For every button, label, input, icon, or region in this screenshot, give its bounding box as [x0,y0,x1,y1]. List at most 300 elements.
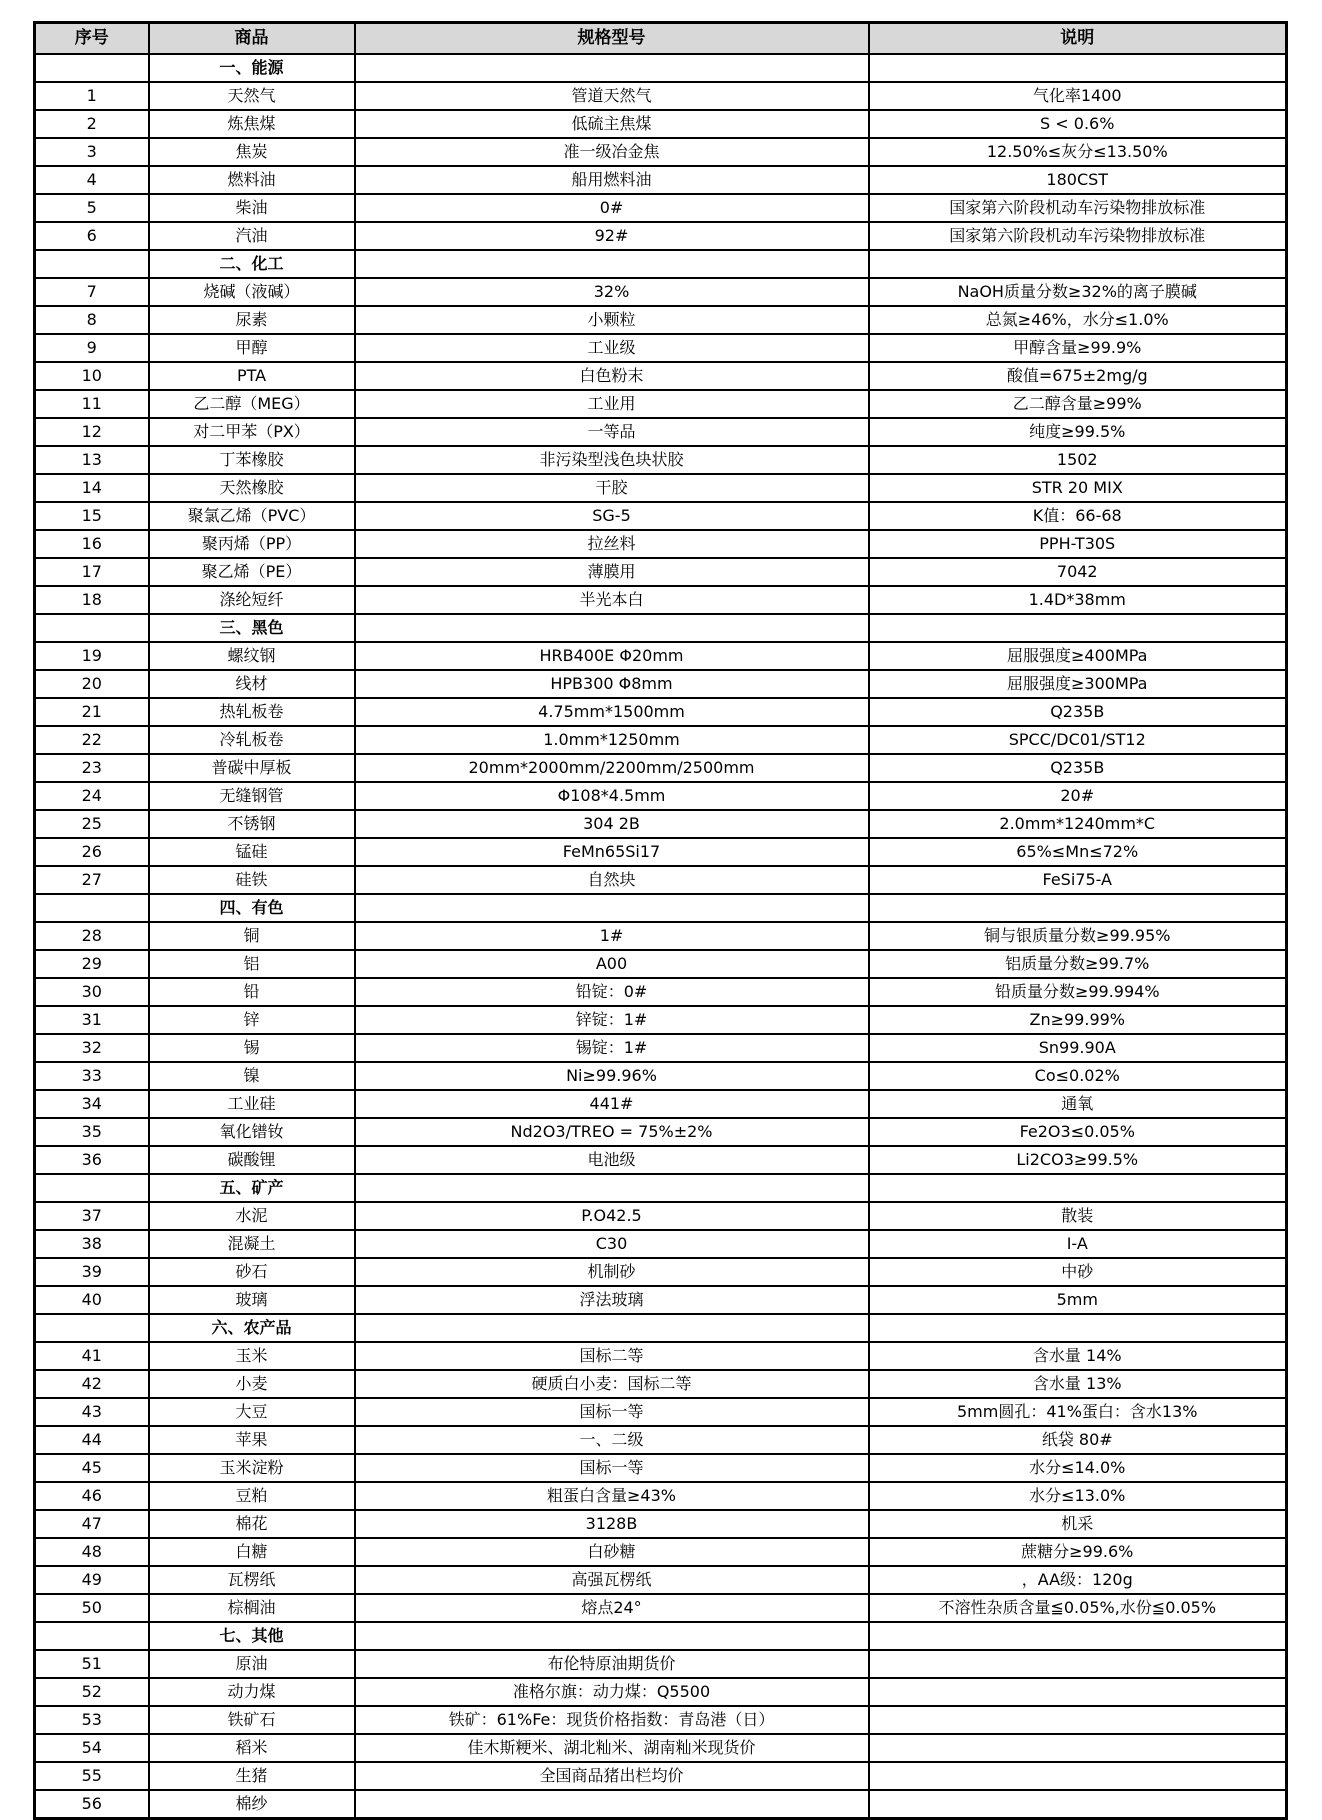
spec-cell: Ni≥99.96% [355,1062,869,1090]
commodity-cell: 冷轧板卷 [149,726,355,754]
section-no-cell [35,1174,149,1202]
section-spec-cell [355,894,869,922]
desc-cell: 1.4D*38mm [869,586,1287,614]
table-row [35,306,1287,334]
row-number-cell: 22 [35,726,149,754]
table-row [35,1678,1287,1706]
desc-cell: 屈服强度≥300MPa [869,670,1287,698]
desc-cell: Q235B [869,754,1287,782]
table-row [35,1706,1287,1734]
column-header-spec: 规格型号 [355,23,869,55]
desc-cell: 20# [869,782,1287,810]
commodity-cell: 动力煤 [149,1678,355,1706]
commodity-cell: 烧碱（液碱） [149,278,355,306]
row-number-cell: 51 [35,1650,149,1678]
table-row [35,1118,1287,1146]
table-row [35,1510,1287,1538]
section-no-cell [35,614,149,642]
commodity-cell: 螺纹钢 [149,642,355,670]
table-row [35,110,1287,138]
section-spec-cell [355,614,869,642]
row-number-cell: 53 [35,1706,149,1734]
spec-cell: 92# [355,222,869,250]
desc-cell: STR 20 MIX [869,474,1287,502]
desc-cell: 总氮≥46%，水分≤1.0% [869,306,1287,334]
spec-cell: 32% [355,278,869,306]
table-row [35,810,1287,838]
table-row [35,1286,1287,1314]
spec-cell: 小颗粒 [355,306,869,334]
desc-cell: 水分≤13.0% [869,1482,1287,1510]
table-row [35,586,1287,614]
row-number-cell: 52 [35,1678,149,1706]
desc-cell [869,1706,1287,1734]
desc-cell: 含水量 13% [869,1370,1287,1398]
desc-cell: K值：66-68 [869,502,1287,530]
spec-cell: 锌锭：1# [355,1006,869,1034]
desc-cell: Co≤0.02% [869,1062,1287,1090]
row-number-cell: 26 [35,838,149,866]
spec-cell: 一、二级 [355,1426,869,1454]
table-row [35,782,1287,810]
desc-cell: 12.50%≤灰分≤13.50% [869,138,1287,166]
commodity-cell: 聚乙烯（PE） [149,558,355,586]
row-number-cell: 34 [35,1090,149,1118]
row-number-cell: 42 [35,1370,149,1398]
desc-cell: 乙二醇含量≥99% [869,390,1287,418]
spec-cell: 一等品 [355,418,869,446]
spec-cell: 薄膜用 [355,558,869,586]
commodity-cell: 聚氯乙烯（PVC） [149,502,355,530]
row-number-cell: 43 [35,1398,149,1426]
commodity-cell: 白糖 [149,1538,355,1566]
row-number-cell: 24 [35,782,149,810]
spec-cell: 铁矿：61%Fe：现货价格指数：青岛港（日） [355,1706,869,1734]
table-row [35,1090,1287,1118]
desc-cell [869,1790,1287,1819]
row-number-cell: 45 [35,1454,149,1482]
section-row [35,614,1287,642]
spec-cell: Nd2O3/TREO = 75%±2% [355,1118,869,1146]
spec-cell: 工业用 [355,390,869,418]
spec-cell: 粗蛋白含量≥43% [355,1482,869,1510]
commodity-cell: 不锈钢 [149,810,355,838]
section-desc-cell [869,1314,1287,1342]
table-row [35,1762,1287,1790]
spec-cell: C30 [355,1230,869,1258]
desc-cell: 180CST [869,166,1287,194]
row-number-cell: 25 [35,810,149,838]
desc-cell: 纯度≥99.5% [869,418,1287,446]
spec-cell: SG-5 [355,502,869,530]
spec-cell: 白砂糖 [355,1538,869,1566]
desc-cell: I-A [869,1230,1287,1258]
commodity-cell: 水泥 [149,1202,355,1230]
row-number-cell: 3 [35,138,149,166]
row-number-cell: 23 [35,754,149,782]
desc-cell: S < 0.6% [869,110,1287,138]
spec-cell: 国标一等 [355,1398,869,1426]
table-row [35,418,1287,446]
commodity-cell: 苹果 [149,1426,355,1454]
table-row [35,1258,1287,1286]
row-number-cell: 40 [35,1286,149,1314]
spec-cell: 白色粉末 [355,362,869,390]
commodity-cell: 炼焦煤 [149,110,355,138]
desc-cell: 散装 [869,1202,1287,1230]
spec-cell: A00 [355,950,869,978]
desc-cell: 铜与银质量分数≥99.95% [869,922,1287,950]
table-row [35,1482,1287,1510]
commodity-cell: 对二甲苯（PX） [149,418,355,446]
commodity-cell: 聚丙烯（PP） [149,530,355,558]
spec-cell: 304 2B [355,810,869,838]
desc-cell: 65%≤Mn≤72% [869,838,1287,866]
spec-cell: 准一级冶金焦 [355,138,869,166]
table-row [35,138,1287,166]
commodity-cell: 铅 [149,978,355,1006]
section-row [35,1622,1287,1650]
row-number-cell: 54 [35,1734,149,1762]
row-number-cell: 38 [35,1230,149,1258]
column-header-no: 序号 [35,23,149,55]
commodity-cell: 锌 [149,1006,355,1034]
desc-cell: Li2CO3≥99.5% [869,1146,1287,1174]
spec-cell: HRB400E Φ20mm [355,642,869,670]
desc-cell [869,1678,1287,1706]
table-row [35,838,1287,866]
row-number-cell: 36 [35,1146,149,1174]
commodity-cell: 大豆 [149,1398,355,1426]
section-desc-cell [869,54,1287,82]
desc-cell [869,1734,1287,1762]
spec-cell: FeMn65Si17 [355,838,869,866]
desc-cell: 国家第六阶段机动车污染物排放标准 [869,222,1287,250]
commodity-cell: 热轧板卷 [149,698,355,726]
row-number-cell: 27 [35,866,149,894]
table-row [35,390,1287,418]
header-row [35,23,1287,55]
row-number-cell: 48 [35,1538,149,1566]
row-number-cell: 7 [35,278,149,306]
row-number-cell: 47 [35,1510,149,1538]
table-row [35,1454,1287,1482]
row-number-cell: 10 [35,362,149,390]
spec-cell [355,1790,869,1819]
commodity-cell: 铁矿石 [149,1706,355,1734]
section-no-cell [35,894,149,922]
desc-cell: Fe2O3≤0.05% [869,1118,1287,1146]
row-number-cell: 31 [35,1006,149,1034]
spec-cell: 20mm*2000mm/2200mm/2500mm [355,754,869,782]
column-header-name: 商品 [149,23,355,55]
commodity-cell: 棕榈油 [149,1594,355,1622]
spec-cell: 工业级 [355,334,869,362]
commodity-cell: 普碳中厚板 [149,754,355,782]
section-no-cell [35,1622,149,1650]
spec-cell: 非污染型浅色块状胶 [355,446,869,474]
row-number-cell: 46 [35,1482,149,1510]
table-row [35,1538,1287,1566]
commodity-cell: 玉米淀粉 [149,1454,355,1482]
row-number-cell: 1 [35,82,149,110]
desc-cell: 含水量 14% [869,1342,1287,1370]
spec-cell: 全国商品猪出栏均价 [355,1762,869,1790]
desc-cell [869,1650,1287,1678]
desc-cell: 蔗糖分≥99.6% [869,1538,1287,1566]
spec-cell: 准格尔旗：动力煤：Q5500 [355,1678,869,1706]
desc-cell: 纸袋 80# [869,1426,1287,1454]
table-row [35,278,1287,306]
desc-cell: NaOH质量分数≥32%的离子膜碱 [869,278,1287,306]
section-title: 三、黑色 [149,614,355,642]
spec-cell: 拉丝料 [355,530,869,558]
table-row [35,950,1287,978]
section-row [35,1174,1287,1202]
row-number-cell: 19 [35,642,149,670]
table-row [35,1650,1287,1678]
row-number-cell: 16 [35,530,149,558]
table-row [35,446,1287,474]
section-no-cell [35,250,149,278]
commodity-table [33,21,1288,1820]
commodity-cell: 工业硅 [149,1090,355,1118]
table-row [35,558,1287,586]
row-number-cell: 14 [35,474,149,502]
table-row [35,1034,1287,1062]
spec-cell: 自然块 [355,866,869,894]
section-row [35,54,1287,82]
commodity-cell: 稻米 [149,1734,355,1762]
spec-cell: 硬质白小麦：国标二等 [355,1370,869,1398]
commodity-cell: 锡 [149,1034,355,1062]
desc-cell: 中砂 [869,1258,1287,1286]
desc-cell [869,1762,1287,1790]
section-desc-cell [869,614,1287,642]
spec-cell: 熔点24° [355,1594,869,1622]
section-desc-cell [869,250,1287,278]
commodity-cell: 铝 [149,950,355,978]
commodity-cell: 天然气 [149,82,355,110]
row-number-cell: 37 [35,1202,149,1230]
section-title: 七、其他 [149,1622,355,1650]
commodity-cell: 天然橡胶 [149,474,355,502]
row-number-cell: 11 [35,390,149,418]
spec-cell: P.O42.5 [355,1202,869,1230]
spec-cell: 浮法玻璃 [355,1286,869,1314]
desc-cell: PPH-T30S [869,530,1287,558]
table-row [35,334,1287,362]
commodity-cell: 线材 [149,670,355,698]
table-row [35,642,1287,670]
desc-cell: 国家第六阶段机动车污染物排放标准 [869,194,1287,222]
table-row [35,166,1287,194]
row-number-cell: 55 [35,1762,149,1790]
desc-cell: 7042 [869,558,1287,586]
table-row [35,1734,1287,1762]
desc-cell: Sn99.90A [869,1034,1287,1062]
table-row [35,1006,1287,1034]
table-row [35,1594,1287,1622]
spec-cell: 佳木斯粳米、湖北籼米、湖南籼米现货价 [355,1734,869,1762]
desc-cell: 通氧 [869,1090,1287,1118]
spec-cell: 1.0mm*1250mm [355,726,869,754]
row-number-cell: 4 [35,166,149,194]
row-number-cell: 35 [35,1118,149,1146]
table-row [35,1342,1287,1370]
row-number-cell: 6 [35,222,149,250]
commodity-cell: 柴油 [149,194,355,222]
commodity-cell: 镍 [149,1062,355,1090]
commodity-cell: 涤纶短纤 [149,586,355,614]
commodity-cell: 碳酸锂 [149,1146,355,1174]
desc-cell: 5mm圆孔：41%蛋白：含水13% [869,1398,1287,1426]
section-spec-cell [355,1174,869,1202]
table-row [35,978,1287,1006]
table-row [35,222,1287,250]
row-number-cell: 29 [35,950,149,978]
commodity-cell: 铜 [149,922,355,950]
desc-cell: 机采 [869,1510,1287,1538]
commodity-cell: 焦炭 [149,138,355,166]
table-row [35,1426,1287,1454]
row-number-cell: 44 [35,1426,149,1454]
spec-cell: 船用燃料油 [355,166,869,194]
row-number-cell: 8 [35,306,149,334]
spec-cell: 布伦特原油期货价 [355,1650,869,1678]
desc-cell: 铅质量分数≥99.994% [869,978,1287,1006]
spec-cell: 锡锭：1# [355,1034,869,1062]
table-row [35,754,1287,782]
section-row [35,1314,1287,1342]
spec-cell: HPB300 Φ8mm [355,670,869,698]
spec-cell: 机制砂 [355,1258,869,1286]
row-number-cell: 20 [35,670,149,698]
section-desc-cell [869,1174,1287,1202]
table-row [35,1398,1287,1426]
spec-cell: Φ108*4.5mm [355,782,869,810]
spec-cell: 低硫主焦煤 [355,110,869,138]
desc-cell: 甲醇含量≥99.9% [869,334,1287,362]
commodity-cell: 硅铁 [149,866,355,894]
row-number-cell: 13 [35,446,149,474]
spec-cell: 441# [355,1090,869,1118]
row-number-cell: 33 [35,1062,149,1090]
commodity-cell: 锰硅 [149,838,355,866]
table-row [35,82,1287,110]
table-row [35,530,1287,558]
section-title: 四、有色 [149,894,355,922]
spec-cell: 高强瓦楞纸 [355,1566,869,1594]
spec-cell: 电池级 [355,1146,869,1174]
commodity-cell: 混凝土 [149,1230,355,1258]
row-number-cell: 28 [35,922,149,950]
commodity-cell: 无缝钢管 [149,782,355,810]
desc-cell: Q235B [869,698,1287,726]
row-number-cell: 5 [35,194,149,222]
desc-cell: 1502 [869,446,1287,474]
commodity-cell: 棉纱 [149,1790,355,1819]
section-spec-cell [355,1314,869,1342]
section-row [35,894,1287,922]
table-row [35,1566,1287,1594]
commodity-table-container [33,21,1288,1820]
table-body [35,54,1287,1819]
desc-cell: SPCC/DC01/ST12 [869,726,1287,754]
desc-cell: Zn≥99.99% [869,1006,1287,1034]
row-number-cell: 15 [35,502,149,530]
spec-cell: 半光本白 [355,586,869,614]
table-row [35,1370,1287,1398]
spec-cell: 国标二等 [355,1342,869,1370]
column-header-desc: 说明 [869,23,1287,55]
table-row [35,866,1287,894]
desc-cell: 水分≤14.0% [869,1454,1287,1482]
commodity-cell: 玉米 [149,1342,355,1370]
section-no-cell [35,54,149,82]
desc-cell: ，AA级：120g [869,1566,1287,1594]
row-number-cell: 39 [35,1258,149,1286]
spec-cell: 国标一等 [355,1454,869,1482]
commodity-cell: 棉花 [149,1510,355,1538]
commodity-cell: 丁苯橡胶 [149,446,355,474]
spec-cell: 3128B [355,1510,869,1538]
spec-cell: 干胶 [355,474,869,502]
desc-cell: FeSi75-A [869,866,1287,894]
desc-cell: 酸值=675±2mg/g [869,362,1287,390]
section-title: 六、农产品 [149,1314,355,1342]
section-title: 五、矿产 [149,1174,355,1202]
commodity-cell: 甲醇 [149,334,355,362]
desc-cell: 不溶性杂质含量≦0.05%,水份≦0.05% [869,1594,1287,1622]
commodity-cell: 瓦楞纸 [149,1566,355,1594]
table-row [35,670,1287,698]
row-number-cell: 50 [35,1594,149,1622]
row-number-cell: 9 [35,334,149,362]
section-spec-cell [355,54,869,82]
table-row [35,474,1287,502]
commodity-cell: 小麦 [149,1370,355,1398]
commodity-cell: 豆粕 [149,1482,355,1510]
spec-cell: 0# [355,194,869,222]
commodity-cell: 玻璃 [149,1286,355,1314]
row-number-cell: 32 [35,1034,149,1062]
row-number-cell: 2 [35,110,149,138]
spec-cell: 1# [355,922,869,950]
commodity-cell: 乙二醇（MEG） [149,390,355,418]
commodity-cell: PTA [149,362,355,390]
table-row [35,922,1287,950]
commodity-cell: 汽油 [149,222,355,250]
desc-cell: 5mm [869,1286,1287,1314]
section-title: 二、化工 [149,250,355,278]
table-row [35,194,1287,222]
table-row [35,726,1287,754]
spec-cell: 4.75mm*1500mm [355,698,869,726]
commodity-cell: 生猪 [149,1762,355,1790]
table-row [35,1146,1287,1174]
table-row [35,698,1287,726]
table-row [35,1062,1287,1090]
table-row [35,362,1287,390]
section-title: 一、能源 [149,54,355,82]
table-row [35,1230,1287,1258]
table-row [35,502,1287,530]
row-number-cell: 41 [35,1342,149,1370]
section-row [35,250,1287,278]
row-number-cell: 30 [35,978,149,1006]
desc-cell: 气化率1400 [869,82,1287,110]
